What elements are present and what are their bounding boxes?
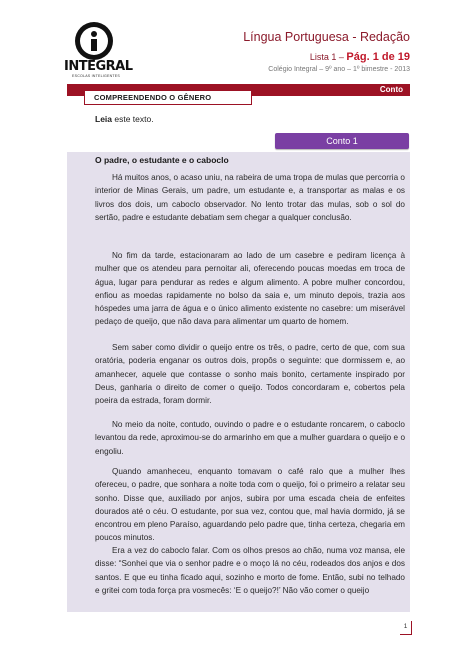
story-paragraph-5: Quando amanheceu, enquanto tomavam o café ralo que a mulher lhes ofereceu, o padre, que sonhara a noite toda com o queijo, foi o primeiro a relatar seu sonho. Disse que, auxiliado por anjos, subira por uma escada cheia de enfeites dourados até o céu. O estudante, por sua vez, contou que, mal havia dormido, já se encontrou em pleno Paraíso, aguardando pelo padre que, tinha certeza, chegaria em poucos minutos. <box>95 467 405 543</box>
page-number: 1 <box>400 621 412 635</box>
school-info: Colégio Integral – 9º ano – 1º bimestre - 2013 <box>268 66 410 73</box>
section-band-label: Conto <box>379 85 403 94</box>
list-label: Lista 1 <box>309 52 337 62</box>
reading-instruction <box>95 114 154 124</box>
logo-wordmark: INTEGRAL <box>64 59 133 74</box>
conto-tag: Conto 1 <box>275 133 409 149</box>
list-dash: – <box>336 52 347 62</box>
story-paragraph-4: No meio da noite, contudo, ouvindo o padre e o estudante roncarem, o caboclo levantou da rede, aproximou-se do armarinho em que a mulher guardara o queijo e o engoliu. <box>95 420 405 456</box>
integral-logo <box>64 22 133 78</box>
story-title: O padre, o estudante e o caboclo <box>95 155 229 165</box>
story-paragraph-6: Era a vez do caboclo falar. Com os olhos presos ao chão, numa voz mansa, ele disse: “Sonhei que via o senhor padre e o moço lá no céu, rodeados dos anjos e dos santos. E que eu tinha ficado aqui, sozinho e morto de fome. Então, subi no telhado e gritei com toda força pra vosmecês: ‘E o queijo?!’ Não vão comer o queijo <box>95 546 405 595</box>
instruction-rest: este texto. <box>112 114 154 124</box>
section-heading: COMPREENDENDO O GÊNERO <box>94 93 212 102</box>
subject-title: Língua Portuguesa - Redação <box>243 30 410 44</box>
page-indicator: Pág. 1 de 19 <box>346 51 410 63</box>
list-page-indicator <box>310 51 410 63</box>
story-paragraph-1: Há muitos anos, o acaso uniu, na rabeira de uma tropa de mulas que percorria o interior de Minas Gerais, um padre, um estudante e, a transportar as malas e os livros dos dois, um caboclo observador. No lento trotar das mulas, sob o sol do sertão, padre e estudante debatiam sem chegar a qualquer conclusão. <box>95 173 405 222</box>
info-i-icon <box>75 22 113 60</box>
section-heading-box <box>84 90 252 105</box>
story-paragraph-2: No fim da tarde, estacionaram ao lado de um casebre e pediram licença à mulher que os atendeu para pernoitar ali, oferecendo poucas moedas em troca de água, lugar para pendurar as redes e algum alimento. A pobre mulher concordou, enfiou as moedas rapidamente no bolso da saia e, um minuto depois, trazia aos hóspedes uma jarra de água e o único alimento existente no casebre: um miserável pedaço de queijo, que não dava para alimentar um quarto de homem. <box>95 251 405 327</box>
story-panel <box>67 152 410 612</box>
instruction-verb: Leia <box>95 114 113 124</box>
story-paragraph-3: Sem saber como dividir o queijo entre os três, o padre, certo de que, com sua oratória, poderia enganar os outros dois, propôs o seguinte: que dormissem e, ao amanhecer, aquele que contasse o sonho mais bonito, certamente inspirado por Deus, ganharia o direito de comer o queijo. Todos concordaram e, cobertos pela poeira da estrada, foram dormir. <box>95 343 405 406</box>
logo-tagline: ESCOLAS INTELIGENTES <box>72 74 120 78</box>
